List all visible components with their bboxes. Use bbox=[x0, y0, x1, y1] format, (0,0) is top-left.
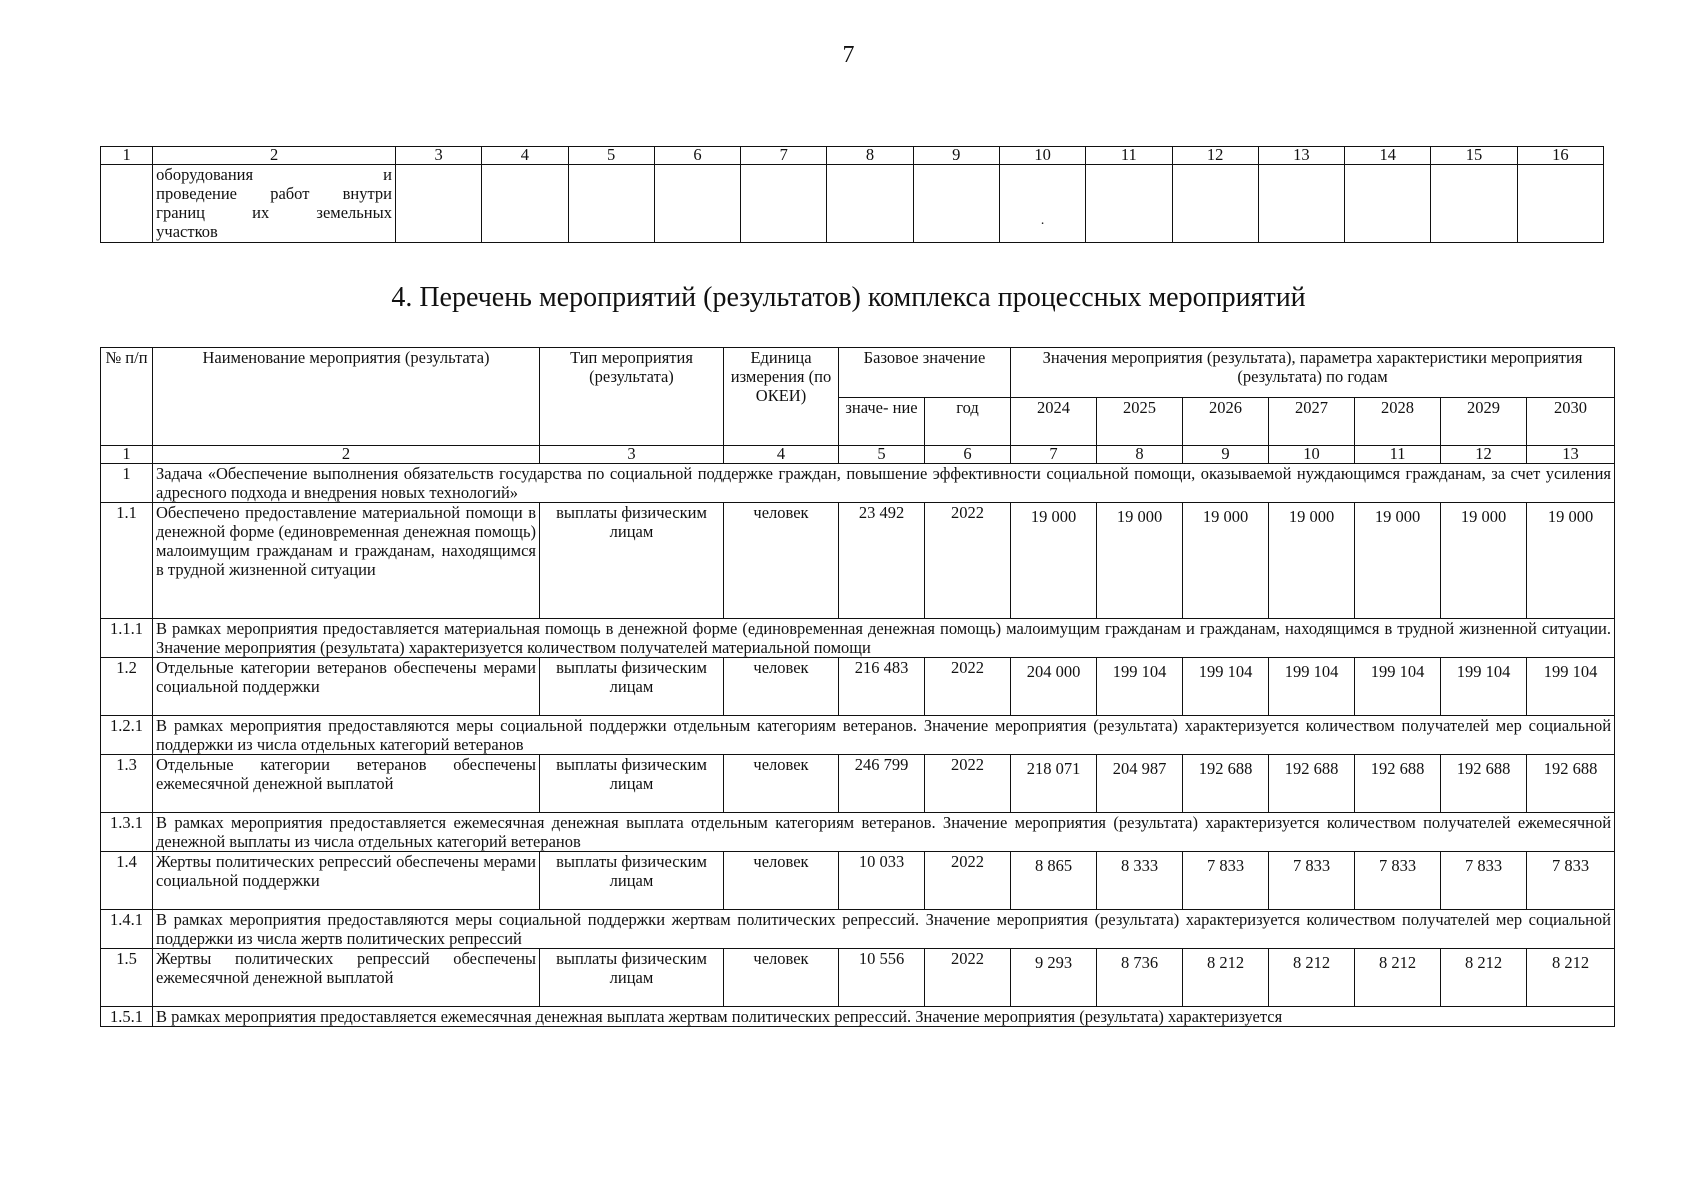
table-cell bbox=[101, 165, 153, 243]
header-base: Базовое значение bbox=[839, 348, 1011, 398]
text-line: участков bbox=[156, 222, 218, 241]
row-year-value: 199 104 bbox=[1097, 658, 1183, 716]
header-year: 2024 bbox=[1011, 398, 1097, 446]
row-year-value: 192 688 bbox=[1355, 755, 1441, 813]
column-number: 5 bbox=[568, 147, 654, 165]
row-name: Жертвы политических репрессий обеспечены мерами социальной поддержки bbox=[153, 852, 540, 910]
header-unit: Единица измерения (по ОКЕИ) bbox=[724, 348, 839, 446]
column-number: 7 bbox=[741, 147, 827, 165]
row-year-value: 7 833 bbox=[1441, 852, 1527, 910]
task-row bbox=[101, 464, 1615, 503]
column-number: 14 bbox=[1345, 147, 1431, 165]
column-number: 3 bbox=[540, 446, 724, 464]
table-cell bbox=[999, 165, 1085, 243]
row-type: выплаты физическим лицам bbox=[540, 852, 724, 910]
column-number: 4 bbox=[482, 147, 568, 165]
column-number: 6 bbox=[654, 147, 740, 165]
column-number: 12 bbox=[1172, 147, 1258, 165]
table-row bbox=[101, 949, 1615, 1007]
header-year: 2027 bbox=[1269, 398, 1355, 446]
measures-table bbox=[100, 347, 1615, 1027]
description-row bbox=[101, 619, 1615, 658]
row-unit: человек bbox=[724, 658, 839, 716]
row-year-value: 7 833 bbox=[1355, 852, 1441, 910]
header-year: 2026 bbox=[1183, 398, 1269, 446]
row-year-value: 192 688 bbox=[1183, 755, 1269, 813]
row-year-value: 8 212 bbox=[1355, 949, 1441, 1007]
table-cell bbox=[654, 165, 740, 243]
row-num: 1.1 bbox=[101, 503, 153, 619]
description-text: В рамках мероприятия предоставляются меры социальной поддержки отдельным категориям ветеранов. Значение мероприятия (результата) характеризуется количеством получателей мер социальной поддержки из числа отдельных категорий ветеранов bbox=[153, 716, 1615, 755]
description-text: В рамках мероприятия предоставляются меры социальной поддержки жертвам политических репрессий. Значение мероприятия (результата) характеризуется количеством получателей мер социальной поддержки из числа жертв политических репрессий bbox=[153, 910, 1615, 949]
row-base-value: 23 492 bbox=[839, 503, 925, 619]
header-values: Значения мероприятия (результата), параметра характеристики мероприятия (результата) по годам bbox=[1011, 348, 1615, 398]
row-base-year: 2022 bbox=[925, 503, 1011, 619]
row-year-value: 8 212 bbox=[1527, 949, 1615, 1007]
row-num: 1.5 bbox=[101, 949, 153, 1007]
header-year: 2025 bbox=[1097, 398, 1183, 446]
rows-body bbox=[101, 503, 1615, 1027]
table-cell bbox=[482, 165, 568, 243]
column-number: 8 bbox=[1097, 446, 1183, 464]
row-name: Отдельные категории ветеранов обеспечены мерами социальной поддержки bbox=[153, 658, 540, 716]
continuation-row bbox=[101, 165, 1604, 243]
column-number: 7 bbox=[1011, 446, 1097, 464]
header-base-year: год bbox=[925, 398, 1011, 446]
column-number: 10 bbox=[1269, 446, 1355, 464]
column-number: 1 bbox=[101, 446, 153, 464]
description-row bbox=[101, 813, 1615, 852]
table-cell bbox=[1086, 165, 1172, 243]
table-cell bbox=[568, 165, 654, 243]
table-cell bbox=[1172, 165, 1258, 243]
text-line: границ их земельных bbox=[156, 203, 392, 222]
table-row bbox=[101, 503, 1615, 619]
text-line: проведение работ внутри bbox=[156, 184, 392, 203]
row-unit: человек bbox=[724, 852, 839, 910]
row-base-year: 2022 bbox=[925, 949, 1011, 1007]
description-num: 1.4.1 bbox=[101, 910, 153, 949]
row-base-value: 246 799 bbox=[839, 755, 925, 813]
column-number: 9 bbox=[1183, 446, 1269, 464]
row-name: Отдельные категории ветеранов обеспечены ежемесячной денежной выплатой bbox=[153, 755, 540, 813]
header-year: 2029 bbox=[1441, 398, 1527, 446]
description-num: 1.3.1 bbox=[101, 813, 153, 852]
row-year-value: 7 833 bbox=[1269, 852, 1355, 910]
description-row bbox=[101, 716, 1615, 755]
row-year-value: 7 833 bbox=[1527, 852, 1615, 910]
header-year: 2030 bbox=[1527, 398, 1615, 446]
row-year-value: 199 104 bbox=[1355, 658, 1441, 716]
column-number-row bbox=[101, 147, 1604, 165]
row-year-value: 9 293 bbox=[1011, 949, 1097, 1007]
row-year-value: 199 104 bbox=[1441, 658, 1527, 716]
row-year-value: 19 000 bbox=[1527, 503, 1615, 619]
row-year-value: 8 865 bbox=[1011, 852, 1097, 910]
row-year-value: 19 000 bbox=[1097, 503, 1183, 619]
row-year-value: 19 000 bbox=[1011, 503, 1097, 619]
column-number: 12 bbox=[1441, 446, 1527, 464]
column-number: 5 bbox=[839, 446, 925, 464]
table-cell bbox=[827, 165, 913, 243]
row-num: 1.4 bbox=[101, 852, 153, 910]
row-year-value: 192 688 bbox=[1527, 755, 1615, 813]
row-year-value: 8 736 bbox=[1097, 949, 1183, 1007]
column-number: 13 bbox=[1527, 446, 1615, 464]
header-num: № п/п bbox=[101, 348, 153, 446]
description-row bbox=[101, 910, 1615, 949]
row-year-value: 204 987 bbox=[1097, 755, 1183, 813]
header-year: 2028 bbox=[1355, 398, 1441, 446]
header-base-value: значе- ние bbox=[839, 398, 925, 446]
row-name: Обеспечено предоставление материальной помощи в денежной форме (единовременная денежная помощь) малоимущим гражданам и гражданам, находящимся в трудной жизненной ситуации bbox=[153, 503, 540, 619]
row-year-value: 7 833 bbox=[1183, 852, 1269, 910]
row-year-value: 19 000 bbox=[1441, 503, 1527, 619]
column-number: 15 bbox=[1431, 147, 1517, 165]
column-number: 10 bbox=[999, 147, 1085, 165]
table-row bbox=[101, 658, 1615, 716]
column-number: 3 bbox=[395, 147, 481, 165]
row-type: выплаты физическим лицам bbox=[540, 658, 724, 716]
row-unit: человек bbox=[724, 503, 839, 619]
row-num: 1.3 bbox=[101, 755, 153, 813]
description-num: 1.2.1 bbox=[101, 716, 153, 755]
column-number: 6 bbox=[925, 446, 1011, 464]
column-number-row bbox=[101, 446, 1615, 464]
row-base-year: 2022 bbox=[925, 852, 1011, 910]
column-number: 13 bbox=[1258, 147, 1344, 165]
row-base-value: 216 483 bbox=[839, 658, 925, 716]
row-year-value: 192 688 bbox=[1441, 755, 1527, 813]
table-row bbox=[101, 755, 1615, 813]
column-number: 16 bbox=[1517, 147, 1603, 165]
row-unit: человек bbox=[724, 755, 839, 813]
column-number: 2 bbox=[153, 446, 540, 464]
row-year-value: 204 000 bbox=[1011, 658, 1097, 716]
row-year-value: 8 333 bbox=[1097, 852, 1183, 910]
column-number: 11 bbox=[1086, 147, 1172, 165]
row-base-value: 10 033 bbox=[839, 852, 925, 910]
table-row bbox=[101, 852, 1615, 910]
description-num: 1.1.1 bbox=[101, 619, 153, 658]
row-year-value: 8 212 bbox=[1441, 949, 1527, 1007]
task-text: Задача «Обеспечение выполнения обязательств государства по социальной поддержке граждан, повышение эффективности социальной помощи, оказываемой нуждающимся гражданам, за счет усиления адресного подхода и внедрения новых технологий» bbox=[153, 464, 1615, 503]
description-text: В рамках мероприятия предоставляется ежемесячная денежная выплата жертвам политических репрессий. Значение мероприятия (результата) характеризуется bbox=[153, 1007, 1615, 1027]
row-name: Жертвы политических репрессий обеспечены ежемесячной денежной выплатой bbox=[153, 949, 540, 1007]
column-number: 4 bbox=[724, 446, 839, 464]
table-cell bbox=[1345, 165, 1431, 243]
row-base-value: 10 556 bbox=[839, 949, 925, 1007]
row-base-year: 2022 bbox=[925, 658, 1011, 716]
row-num: 1.2 bbox=[101, 658, 153, 716]
continuation-table bbox=[100, 146, 1604, 243]
row-type: выплаты физическим лицам bbox=[540, 949, 724, 1007]
column-number: 8 bbox=[827, 147, 913, 165]
row-year-value: 218 071 bbox=[1011, 755, 1097, 813]
table-cell bbox=[1517, 165, 1603, 243]
table-cell bbox=[741, 165, 827, 243]
row-year-value: 199 104 bbox=[1527, 658, 1615, 716]
row-year-value: 199 104 bbox=[1183, 658, 1269, 716]
row-year-value: 199 104 bbox=[1269, 658, 1355, 716]
table-cell bbox=[395, 165, 481, 243]
table-cell bbox=[1258, 165, 1344, 243]
row-year-value: 192 688 bbox=[1269, 755, 1355, 813]
row-year-value: 19 000 bbox=[1355, 503, 1441, 619]
column-number: 9 bbox=[913, 147, 999, 165]
row-type: выплаты физическим лицам bbox=[540, 503, 724, 619]
task-num: 1 bbox=[101, 464, 153, 503]
header-type: Тип мероприятия (результата) bbox=[540, 348, 724, 446]
text-line: оборудования и bbox=[156, 165, 392, 184]
page-number: 7 bbox=[842, 42, 855, 68]
column-number: 2 bbox=[153, 147, 396, 165]
row-year-value: 19 000 bbox=[1269, 503, 1355, 619]
row-year-value: 19 000 bbox=[1183, 503, 1269, 619]
description-num: 1.5.1 bbox=[101, 1007, 153, 1027]
description-row bbox=[101, 1007, 1615, 1027]
row-year-value: 8 212 bbox=[1183, 949, 1269, 1007]
stray-mark: · bbox=[1040, 217, 1045, 232]
row-unit: человек bbox=[724, 949, 839, 1007]
row-base-year: 2022 bbox=[925, 755, 1011, 813]
section-title: 4. Перечень мероприятий (результатов) комплекса процессных мероприятий bbox=[391, 282, 1306, 313]
header-row bbox=[101, 348, 1615, 398]
header-name: Наименование мероприятия (результата) bbox=[153, 348, 540, 446]
row-year-value: 8 212 bbox=[1269, 949, 1355, 1007]
column-number: 1 bbox=[101, 147, 153, 165]
table-cell bbox=[1431, 165, 1517, 243]
description-text: В рамках мероприятия предоставляется ежемесячная денежная выплата отдельным категориям ветеранов. Значение мероприятия (результата) характеризуется количеством получателей ежемесячной денежной выплаты из числа отдельных категорий ветеранов bbox=[153, 813, 1615, 852]
continuation-text bbox=[153, 165, 396, 243]
description-text: В рамках мероприятия предоставляется материальная помощь в денежной форме (единовременная денежная помощь) малоимущим гражданам и гражданам, находящимся в трудной жизненной ситуации. Значение мероприятия (результата) характеризуется количеством получателей материальной помощи bbox=[153, 619, 1615, 658]
row-type: выплаты физическим лицам bbox=[540, 755, 724, 813]
column-number: 11 bbox=[1355, 446, 1441, 464]
table-cell bbox=[913, 165, 999, 243]
